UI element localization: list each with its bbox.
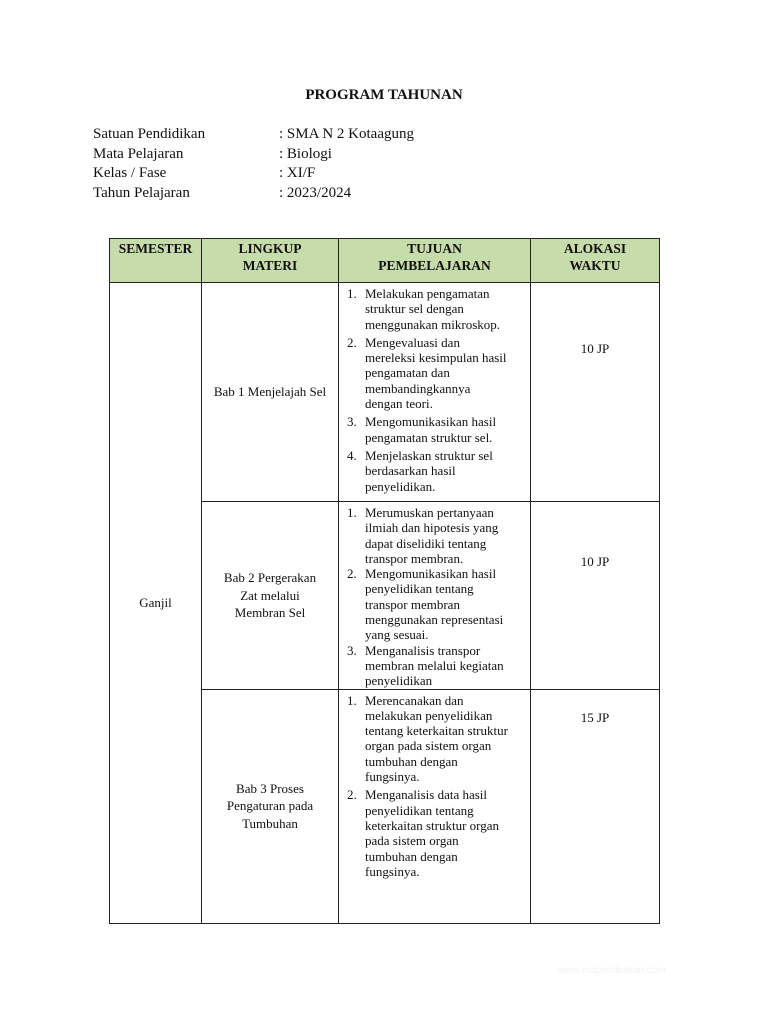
document-title: PROGRAM TAHUNAN (305, 87, 463, 103)
materi-cell: Bab 3 Proses Pengaturan pada Tumbuhan (202, 689, 339, 923)
info-block (93, 125, 414, 203)
table-header-row (110, 239, 660, 283)
info-row-satuan-pendidikan (93, 125, 414, 145)
materi-cell: Bab 2 Pergerakan Zat melalui Membran Sel (202, 502, 339, 690)
header-semester: SEMESTER (110, 239, 202, 283)
header-tujuan-pembelajaran: TUJUAN PEMBELAJARAN (339, 239, 531, 283)
tujuan-list (343, 693, 524, 880)
info-value: : SMA N 2 Kotaagung (279, 126, 414, 142)
header-lingkup-materi: LINGKUP MATERI (202, 239, 339, 283)
tujuan-item: 1. Merumuskan pertanyaan ilmiah dan hipotesis yang dapat diselidiki tentang transpor membran. (347, 505, 499, 566)
info-label: Tahun Pelajaran (93, 184, 190, 201)
tujuan-item: 3. Mengomunikasikan hasil pengamatan struktur sel. (347, 414, 497, 445)
tujuan-item: 4. Menjelaskan struktur sel berdasarkan hasil penyelidikan. (347, 447, 493, 494)
alokasi-cell: 10 JP (531, 502, 660, 690)
tujuan-list (343, 286, 524, 494)
info-value: : 2023/2024 (279, 184, 352, 201)
info-label: Mata Pelajaran (93, 145, 184, 162)
table-row (110, 283, 660, 502)
tujuan-item: 2. Mengomunikasikan hasil penyelidikan tentang transpor membran menggunakan representasi yang sesuai. (347, 566, 504, 643)
tujuan-item: 2. Mengevaluasi dan mereleksi kesimpulan hasil pengamatan dan membandingkannya dengan teori. (347, 334, 507, 412)
watermark: www.mapendidikan.com (558, 965, 666, 976)
tujuan-item: 1. Melakukan pengamatan struktur sel dengan menggunakan mikroskop. (347, 286, 501, 332)
info-value: : XI/F (279, 165, 316, 181)
tujuan-list (343, 505, 524, 689)
program-table (109, 238, 660, 924)
materi-cell: Bab 1 Menjelajah Sel (202, 283, 339, 502)
semester-cell: Ganjil (110, 283, 202, 924)
header-alokasi-waktu: ALOKASI WAKTU (531, 239, 660, 283)
info-value: : Biologi (279, 145, 332, 162)
tujuan-cell (339, 689, 531, 923)
info-label: Satuan Pendidikan (93, 126, 206, 142)
tujuan-cell (339, 502, 531, 690)
info-row-mata-pelajaran (93, 145, 414, 165)
tujuan-item: 2. Menganalisis data hasil penyelidikan tentang keterkaitan struktur organ pada sistem organ tumbuhan dengan fungsinya. (347, 787, 500, 879)
info-row-tahun-pelajaran (93, 184, 414, 204)
tujuan-item: 3. Menganalisis transpor membran melalui kegiatan penyelidikan (347, 642, 504, 689)
info-label: Kelas / Fase (93, 165, 167, 181)
alokasi-cell: 15 JP (531, 689, 660, 923)
tujuan-cell (339, 283, 531, 502)
alokasi-cell: 10 JP (531, 283, 660, 502)
tujuan-item: 1. Merencanakan dan melakukan penyelidikan tentang keterkaitan struktur organ pada sistem organ tumbuhan dengan fungsinya. (347, 692, 508, 785)
info-row-kelas-fase (93, 164, 414, 184)
